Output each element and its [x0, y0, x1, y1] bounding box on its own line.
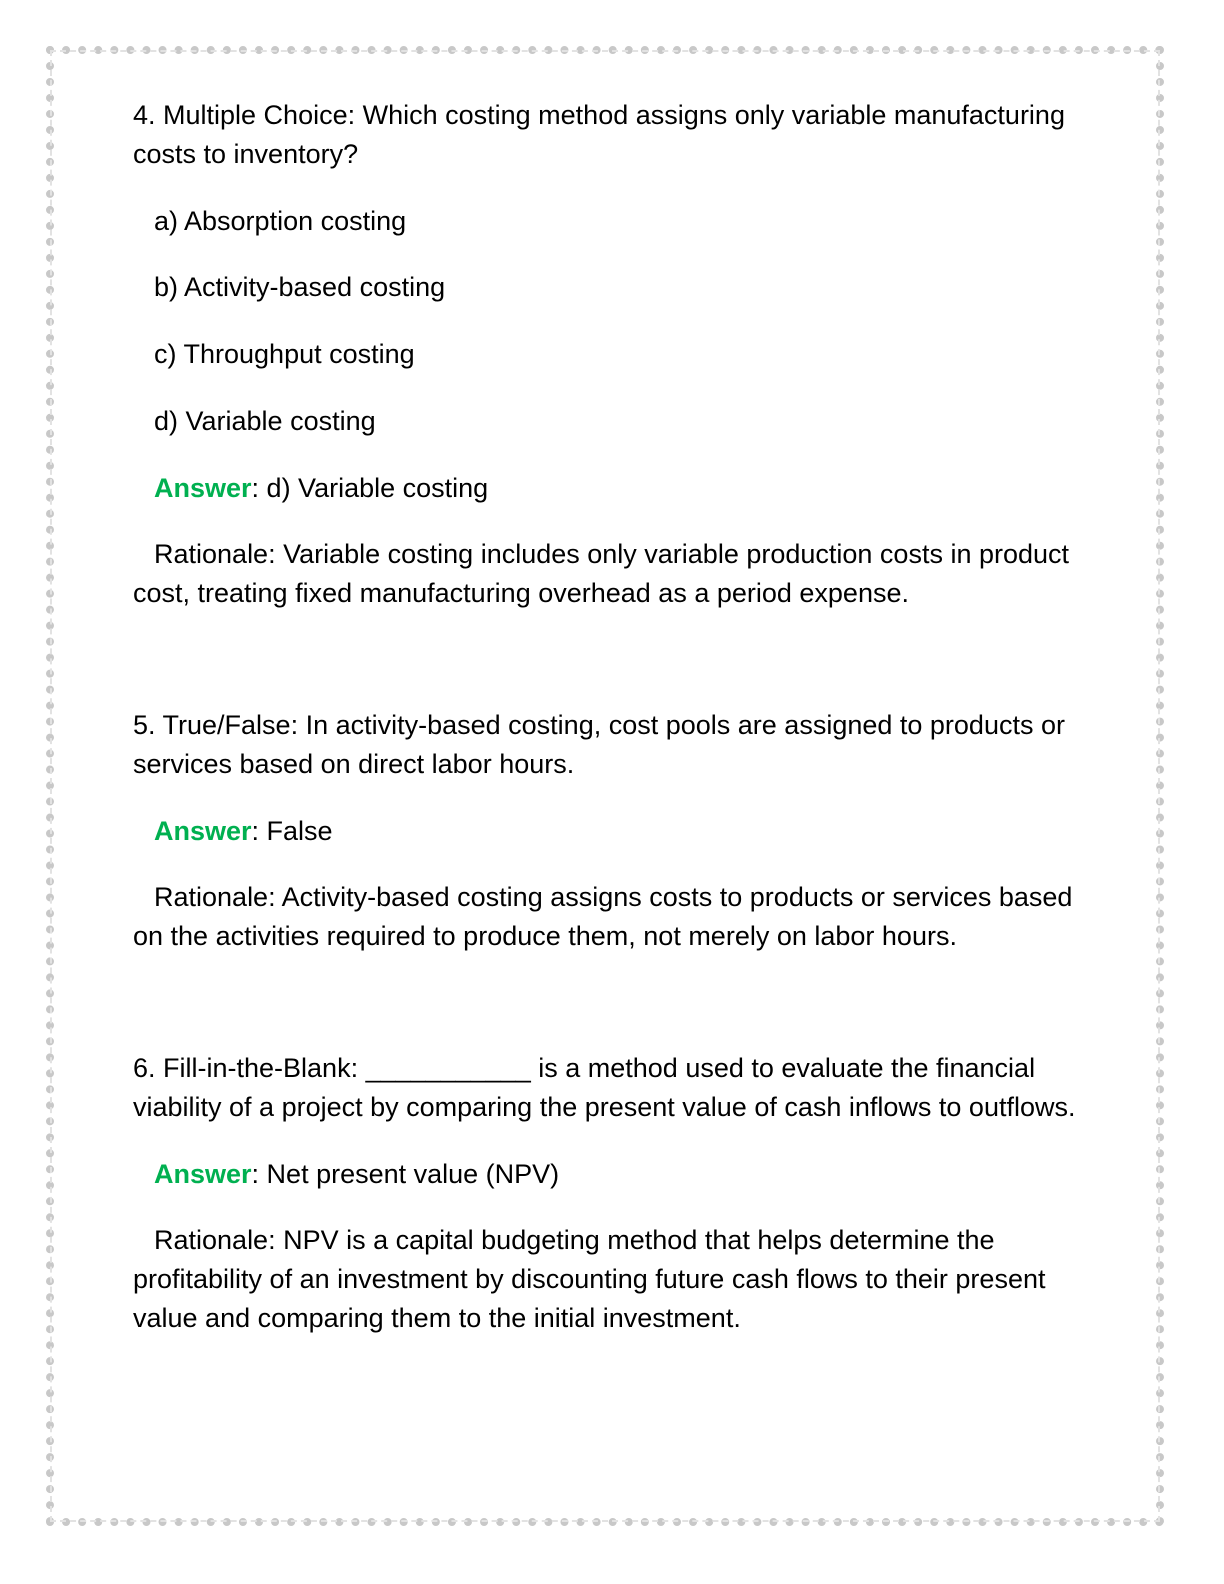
answer-value: : Net present value (NPV): [251, 1159, 560, 1189]
answer-value: : d) Variable costing: [251, 473, 489, 503]
option-d: d) Variable costing: [154, 406, 376, 436]
answer-line: [133, 1155, 1093, 1194]
option-c: c) Throughput costing: [154, 339, 415, 369]
rationale-text: Rationale: NPV is a capital budgeting method that helps determine the profitability of an investment by discounting future cash flows to their present value and comparing them to the initial investment.: [133, 1225, 1046, 1333]
answer-label: Answer: [154, 1159, 252, 1189]
question-5: [133, 706, 1093, 956]
question-4: [133, 96, 1093, 613]
answer-value: : False: [251, 816, 333, 846]
option-a: a) Absorption costing: [154, 206, 407, 236]
document-body: [133, 96, 1093, 1338]
option-b: b) Activity-based costing: [154, 272, 446, 302]
rationale-text: Rationale: Activity-based costing assigns costs to products or services based on the activities required to produce them, not merely on labor hours.: [133, 882, 1073, 951]
answer-line: [133, 469, 1093, 508]
rationale-text: Rationale: Variable costing includes only variable production costs in product cost, treating fixed manufacturing overhead as a period expense.: [133, 539, 1070, 608]
question-6: [133, 1049, 1093, 1338]
answer-label: Answer: [154, 473, 252, 503]
question-prompt: 5. True/False: In activity-based costing, cost pools are assigned to products or services based on direct labor hours.: [133, 710, 1065, 779]
answer-line: [133, 812, 1093, 851]
question-prompt: 4. Multiple Choice: Which costing method assigns only variable manufacturing costs to inventory?: [133, 100, 1065, 169]
question-prompt: 6. Fill-in-the-Blank: ___________ is a method used to evaluate the financial viability of a project by comparing the present value of cash inflows to outflows.: [133, 1053, 1076, 1122]
answer-label: Answer: [154, 816, 252, 846]
